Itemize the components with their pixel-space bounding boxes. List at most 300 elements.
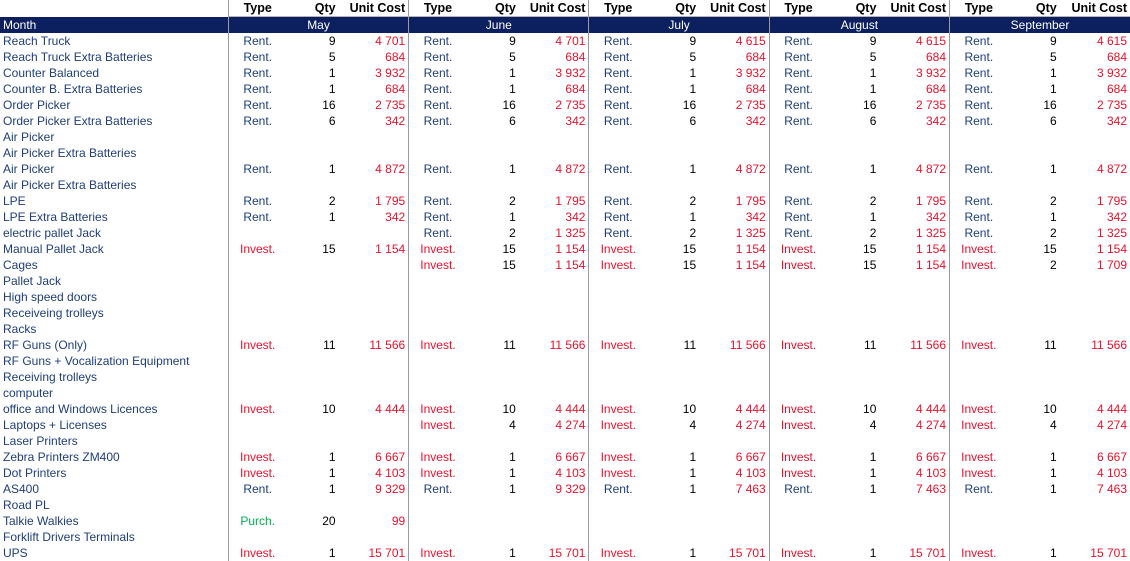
cell-type: Rent. <box>228 193 286 209</box>
cell-qty <box>467 289 519 305</box>
cell-unit-cost <box>879 177 949 193</box>
row-item-label: Forklift Drivers Terminals <box>3 530 135 544</box>
cell-unit-cost: 2 735 <box>375 98 406 112</box>
cell-unit-cost: 4 872 <box>555 162 586 176</box>
cell-type: Invest. <box>589 545 647 561</box>
table-row <box>0 177 1130 193</box>
cell-qty: 4 <box>509 418 516 432</box>
cell-type <box>228 289 286 305</box>
cell-type: Invest. <box>950 337 1008 353</box>
cell-qty <box>827 369 879 385</box>
cell-type <box>950 513 1008 529</box>
cell-qty: 1 <box>689 210 697 224</box>
cell-qty: 1 <box>328 210 336 224</box>
cell-unit-cost <box>519 289 589 305</box>
row-item-label: Road PL <box>3 498 50 512</box>
header-qty-july: Qty <box>647 0 699 17</box>
cell-qty: 15 <box>682 258 697 272</box>
row-item-label: Laptops + Licenses <box>3 418 107 432</box>
cell-qty <box>467 305 519 321</box>
cell-type <box>589 145 647 161</box>
row-item-label: High speed doors <box>3 290 98 304</box>
cell-unit-cost: 2 735 <box>555 98 586 112</box>
cell-type: Rent. <box>769 161 827 177</box>
cell-type <box>950 321 1008 337</box>
cell-unit-cost: 4 103 <box>915 466 947 480</box>
cell-qty: 16 <box>682 98 697 112</box>
cell-unit-cost <box>879 385 949 401</box>
cell-unit-cost <box>519 529 589 545</box>
cell-unit-cost <box>519 273 589 289</box>
cell-qty <box>1008 513 1060 529</box>
cell-qty <box>647 145 699 161</box>
cell-unit-cost <box>339 177 409 193</box>
cell-type: Rent. <box>409 193 467 209</box>
cell-qty: 10 <box>322 402 336 416</box>
cell-type: Invest. <box>589 417 647 433</box>
cell-qty: 1 <box>509 66 516 80</box>
cell-unit-cost <box>699 529 769 545</box>
cell-type: Rent. <box>228 49 286 65</box>
cell-unit-cost: 1 154 <box>915 258 947 272</box>
cell-unit-cost: 6 667 <box>915 450 947 464</box>
cell-type: Rent. <box>589 113 647 129</box>
cell-qty: 2 <box>1050 226 1057 240</box>
cell-qty: 6 <box>689 114 697 128</box>
cell-unit-cost: 4 274 <box>915 418 947 432</box>
cell-type: Invest. <box>409 401 467 417</box>
cell-unit-cost <box>879 321 949 337</box>
cell-qty <box>1008 145 1060 161</box>
cell-qty: 4 <box>1050 418 1057 432</box>
cell-type: Invest. <box>409 545 467 561</box>
cell-unit-cost: 1 154 <box>375 242 406 256</box>
cell-unit-cost: 4 444 <box>1096 402 1127 416</box>
cell-qty: 1 <box>509 210 516 224</box>
table-row <box>0 161 1130 177</box>
cell-unit-cost <box>339 321 409 337</box>
cell-unit-cost <box>1060 369 1130 385</box>
cell-type <box>950 529 1008 545</box>
cell-unit-cost <box>879 513 949 529</box>
cell-type: Rent. <box>950 481 1008 497</box>
row-item-label: Pallet Jack <box>3 274 62 288</box>
cell-type: Rent. <box>950 65 1008 81</box>
cell-unit-cost: 4 872 <box>375 162 406 176</box>
cell-unit-cost <box>519 513 589 529</box>
cell-unit-cost: 4 274 <box>1096 418 1127 432</box>
cell-type: Rent. <box>769 481 827 497</box>
cell-qty: 6 <box>328 114 336 128</box>
cell-unit-cost: 15 701 <box>548 546 586 560</box>
cell-qty <box>1008 529 1060 545</box>
cell-unit-cost: 342 <box>385 114 406 128</box>
cell-unit-cost: 11 566 <box>910 338 947 352</box>
header-unitcost-august: Unit Cost <box>879 0 949 17</box>
cell-type <box>228 257 286 273</box>
header-qty-june: Qty <box>467 0 519 17</box>
cell-type: Rent. <box>228 81 286 97</box>
cell-type: Rent. <box>769 49 827 65</box>
cell-qty <box>467 385 519 401</box>
cell-unit-cost: 4 103 <box>1096 466 1127 480</box>
cell-unit-cost: 1 795 <box>915 194 947 208</box>
cell-unit-cost: 1 325 <box>555 226 586 240</box>
cell-unit-cost: 3 932 <box>1096 66 1127 80</box>
cell-unit-cost: 4 615 <box>735 34 766 48</box>
cell-type <box>409 305 467 321</box>
table-row <box>0 417 1130 433</box>
cell-qty: 1 <box>689 82 697 96</box>
cell-unit-cost: 684 <box>745 82 766 96</box>
table-row <box>0 273 1130 289</box>
table-row <box>0 513 1130 529</box>
cell-unit-cost <box>879 497 949 513</box>
cell-qty: 15 <box>682 242 697 256</box>
cell-qty: 9 <box>509 34 516 48</box>
cell-qty: 15 <box>322 242 336 256</box>
cell-qty <box>286 289 338 305</box>
cell-unit-cost: 342 <box>925 210 947 224</box>
cell-unit-cost: 4 615 <box>915 34 947 48</box>
row-item-label: Order Picker Extra Batteries <box>3 114 153 128</box>
cell-type: Rent. <box>228 209 286 225</box>
row-item-label: computer <box>3 386 54 400</box>
cell-qty: 4 <box>869 418 877 432</box>
cell-unit-cost <box>879 273 949 289</box>
cell-qty <box>827 353 879 369</box>
cell-qty: 1 <box>328 450 336 464</box>
table-row <box>0 385 1130 401</box>
cell-unit-cost: 684 <box>565 50 586 64</box>
table-row <box>0 97 1130 113</box>
cell-qty: 1 <box>689 466 697 480</box>
header-type-june: Type <box>409 0 467 17</box>
cell-qty <box>286 369 338 385</box>
cell-qty <box>1008 353 1060 369</box>
cell-qty: 1 <box>328 82 336 96</box>
cell-qty <box>647 497 699 513</box>
cell-qty: 1 <box>509 466 516 480</box>
cell-type: Rent. <box>950 193 1008 209</box>
cell-qty: 1 <box>869 546 877 560</box>
cell-unit-cost: 2 735 <box>915 98 947 112</box>
cell-unit-cost <box>879 369 949 385</box>
cell-type: Rent. <box>409 97 467 113</box>
cell-unit-cost: 2 735 <box>1096 98 1127 112</box>
cell-unit-cost: 684 <box>385 82 406 96</box>
row-item-label: Zebra Printers ZM400 <box>3 450 120 464</box>
cell-qty: 11 <box>1044 338 1057 352</box>
cell-type <box>950 289 1008 305</box>
cell-type <box>409 433 467 449</box>
cell-unit-cost <box>699 145 769 161</box>
cell-unit-cost <box>339 225 409 241</box>
cell-unit-cost: 3 932 <box>375 66 406 80</box>
cell-unit-cost <box>879 433 949 449</box>
row-item-label: Manual Pallet Jack <box>3 242 104 256</box>
cell-unit-cost <box>699 321 769 337</box>
cell-type <box>589 513 647 529</box>
cell-type: Invest. <box>769 417 827 433</box>
table-row <box>0 529 1130 545</box>
cell-qty: 10 <box>502 402 516 416</box>
cell-type <box>950 433 1008 449</box>
cell-type <box>228 353 286 369</box>
cell-type: Rent. <box>769 97 827 113</box>
cell-qty: 1 <box>1050 482 1057 496</box>
cell-type: Rent. <box>769 65 827 81</box>
cell-qty <box>467 529 519 545</box>
cell-type <box>769 529 827 545</box>
cell-type <box>769 177 827 193</box>
cell-unit-cost <box>1060 145 1130 161</box>
cell-unit-cost <box>1060 433 1130 449</box>
cell-qty <box>827 273 879 289</box>
table-row <box>0 497 1130 513</box>
cell-unit-cost <box>339 385 409 401</box>
cell-qty: 15 <box>1043 242 1057 256</box>
header-type-september: Type <box>950 0 1008 17</box>
cell-type <box>589 289 647 305</box>
cell-unit-cost: 7 463 <box>915 482 947 496</box>
cell-unit-cost: 4 444 <box>375 402 406 416</box>
cell-unit-cost: 1 154 <box>735 242 766 256</box>
cell-type <box>409 369 467 385</box>
cell-type <box>589 433 647 449</box>
cell-type <box>228 129 286 145</box>
cell-type <box>589 177 647 193</box>
cell-type <box>950 305 1008 321</box>
cell-type <box>769 145 827 161</box>
cell-qty <box>467 497 519 513</box>
table-head <box>0 0 1130 33</box>
cell-qty: 1 <box>689 66 697 80</box>
cell-qty <box>286 145 338 161</box>
cell-qty: 2 <box>689 194 697 208</box>
table-body <box>0 33 1130 561</box>
cell-qty <box>467 433 519 449</box>
cell-qty: 1 <box>689 482 697 496</box>
cell-unit-cost <box>519 305 589 321</box>
cell-type <box>769 497 827 513</box>
cell-qty: 2 <box>328 194 336 208</box>
cell-unit-cost: 4 103 <box>375 466 406 480</box>
cell-qty <box>647 321 699 337</box>
cell-type: Invest. <box>769 465 827 481</box>
cell-qty: 1 <box>1050 450 1057 464</box>
cell-qty: 2 <box>509 194 516 208</box>
cell-qty <box>827 529 879 545</box>
cell-qty <box>647 289 699 305</box>
cell-type <box>409 513 467 529</box>
cell-type: Invest. <box>228 337 286 353</box>
row-item-label: Air Picker <box>3 162 55 176</box>
cell-qty: 1 <box>869 66 877 80</box>
cell-unit-cost <box>699 177 769 193</box>
cell-type: Invest. <box>950 417 1008 433</box>
row-item-label: Dot Printers <box>3 466 67 480</box>
cell-type: Rent. <box>589 49 647 65</box>
cell-qty: 1 <box>509 82 516 96</box>
cell-type <box>409 321 467 337</box>
cell-type: Invest. <box>228 401 286 417</box>
cell-unit-cost: 4 444 <box>915 402 947 416</box>
cell-type <box>769 289 827 305</box>
cell-unit-cost: 4 872 <box>915 162 947 176</box>
cell-unit-cost: 6 667 <box>1096 450 1127 464</box>
cell-unit-cost: 4 444 <box>735 402 766 416</box>
cell-type: Rent. <box>228 65 286 81</box>
cell-unit-cost: 342 <box>745 210 766 224</box>
cell-unit-cost: 1 325 <box>1096 226 1127 240</box>
cell-qty: 1 <box>689 162 697 176</box>
cell-unit-cost: 342 <box>385 210 406 224</box>
row-item-label: RF Guns (Only) <box>3 338 88 352</box>
cell-unit-cost <box>1060 529 1130 545</box>
cell-type <box>228 177 286 193</box>
cell-type <box>409 353 467 369</box>
cell-unit-cost: 4 274 <box>555 418 586 432</box>
table-row <box>0 209 1130 225</box>
cell-type <box>589 273 647 289</box>
cell-unit-cost: 342 <box>1106 210 1127 224</box>
cell-qty: 10 <box>1043 402 1057 416</box>
cell-qty <box>827 177 879 193</box>
cell-type: Invest. <box>228 449 286 465</box>
cell-type: Invest. <box>589 241 647 257</box>
cell-type: Invest. <box>950 401 1008 417</box>
cell-qty: 6 <box>509 114 516 128</box>
cell-unit-cost: 684 <box>385 50 406 64</box>
cell-qty <box>647 385 699 401</box>
row-item-label: LPE Extra Batteries <box>3 210 108 224</box>
cell-unit-cost: 4 701 <box>555 34 586 48</box>
header-type-may: Type <box>228 0 286 17</box>
cell-unit-cost: 15 701 <box>368 546 406 560</box>
row-item-label: Reach Truck <box>3 34 71 48</box>
cell-unit-cost <box>519 497 589 513</box>
cell-qty: 2 <box>1050 258 1057 272</box>
cell-type: Invest. <box>950 241 1008 257</box>
cell-type <box>769 129 827 145</box>
row-item-label: Racks <box>3 322 37 336</box>
cell-unit-cost: 11 566 <box>1091 338 1127 352</box>
cell-unit-cost <box>699 369 769 385</box>
cell-type: Rent. <box>409 225 467 241</box>
cell-unit-cost: 4 274 <box>735 418 766 432</box>
cell-type: Rent. <box>589 209 647 225</box>
cell-type <box>589 497 647 513</box>
table-row <box>0 481 1130 497</box>
row-item-label: LPE <box>3 194 26 208</box>
table-row <box>0 289 1130 305</box>
cell-qty <box>286 417 338 433</box>
header-qty-may: Qty <box>286 0 338 17</box>
cell-unit-cost <box>519 321 589 337</box>
cell-qty: 6 <box>1050 114 1057 128</box>
cell-unit-cost <box>699 305 769 321</box>
cell-type: Rent. <box>769 113 827 129</box>
cell-unit-cost <box>339 369 409 385</box>
cell-type <box>589 353 647 369</box>
cell-qty: 5 <box>509 50 516 64</box>
cell-type <box>589 129 647 145</box>
cell-type <box>589 385 647 401</box>
cell-qty: 15 <box>863 258 877 272</box>
cell-unit-cost <box>339 289 409 305</box>
cell-unit-cost <box>1060 385 1130 401</box>
cell-qty: 4 <box>689 418 697 432</box>
row-item-label: AS400 <box>3 482 40 496</box>
cell-qty: 9 <box>328 34 336 48</box>
cell-type <box>228 273 286 289</box>
header-type-august: Type <box>769 0 827 17</box>
cell-type <box>228 417 286 433</box>
cell-unit-cost: 4 103 <box>555 466 586 480</box>
cell-qty <box>1008 369 1060 385</box>
row-item-label: Air Picker Extra Batteries <box>3 178 137 192</box>
cell-type <box>950 145 1008 161</box>
cell-qty: 1 <box>689 450 697 464</box>
cell-type <box>589 369 647 385</box>
cell-qty <box>467 513 519 529</box>
cell-unit-cost: 1 154 <box>735 258 766 272</box>
cell-type: Invest. <box>409 337 467 353</box>
table-row <box>0 433 1130 449</box>
table-row <box>0 401 1130 417</box>
cell-qty <box>286 257 338 273</box>
cell-type: Invest. <box>228 241 286 257</box>
cell-qty: 16 <box>322 98 336 112</box>
cell-qty <box>286 305 338 321</box>
cell-qty <box>827 385 879 401</box>
cell-unit-cost <box>519 369 589 385</box>
cell-unit-cost: 6 667 <box>555 450 586 464</box>
cell-qty <box>647 369 699 385</box>
row-item-label: office and Windows Licences <box>3 402 158 416</box>
cell-unit-cost: 3 932 <box>555 66 586 80</box>
cell-qty: 15 <box>863 242 877 256</box>
row-item-label: Laser Printers <box>3 434 78 448</box>
cell-type <box>950 273 1008 289</box>
cell-type <box>228 321 286 337</box>
cell-unit-cost <box>699 385 769 401</box>
cell-qty: 1 <box>1050 546 1057 560</box>
cell-unit-cost: 1 325 <box>915 226 947 240</box>
cell-type: Rent. <box>589 225 647 241</box>
cell-type <box>409 177 467 193</box>
cell-type: Rent. <box>950 49 1008 65</box>
cell-unit-cost: 99 <box>391 514 406 528</box>
table-row <box>0 145 1130 161</box>
cell-qty <box>827 513 879 529</box>
cell-qty: 16 <box>1043 98 1057 112</box>
cell-type: Invest. <box>769 337 827 353</box>
cell-type: Rent. <box>228 33 286 49</box>
cell-qty: 1 <box>869 210 877 224</box>
table-row <box>0 33 1130 49</box>
column-header-row <box>0 0 1130 17</box>
row-item-label: Counter Balanced <box>3 66 100 80</box>
cell-qty: 11 <box>503 338 516 352</box>
cell-unit-cost: 684 <box>745 50 766 64</box>
table-row <box>0 305 1130 321</box>
cell-qty: 1 <box>1050 466 1057 480</box>
cell-unit-cost <box>519 129 589 145</box>
row-item-label: Receiving trolleys <box>3 370 98 384</box>
cell-qty: 1 <box>869 450 877 464</box>
